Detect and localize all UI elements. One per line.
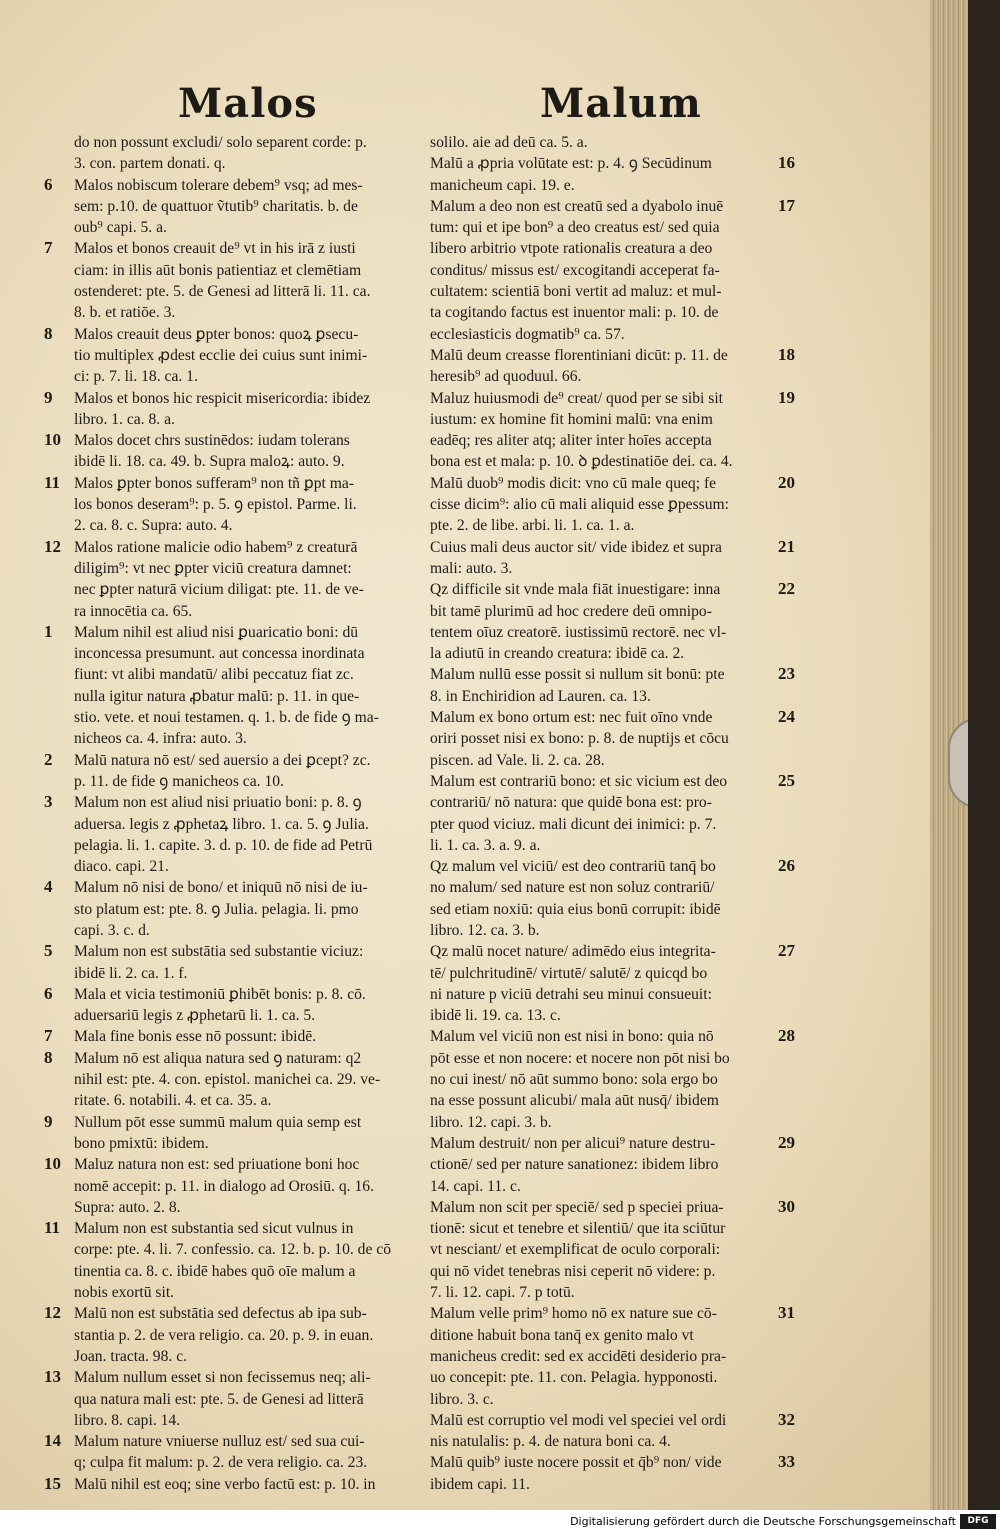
entry-text: Malos ꝑpter bonos sufferam⁹ non tñ ꝑpt ma- los bonos deseram⁹: p. 5. ꝯ epistol. Parme. li. 2. ca. 8. c. Supra: auto. 4. xyxy=(74,474,357,535)
entry-text: Malos docet chrs sustinēdos: iudam tolerans ibidē li. 18. ca. 49. b. Supra maloꝝ: auto. 9. xyxy=(74,432,350,471)
index-entry xyxy=(44,1474,444,1495)
index-entry xyxy=(430,196,830,345)
index-entry xyxy=(44,750,444,793)
entry-number: 17 xyxy=(778,195,795,215)
entry-number: 22 xyxy=(778,579,795,599)
entry-number: 11 xyxy=(44,472,61,492)
entry-text: Malū duob⁹ modis dicit: vno cū male queq; fe cisse dicim⁹: alio cū mali aliquid esse ꝑpessum: pte. 2. de libe. arbi. li. 1. ca. 1. a. xyxy=(430,474,729,535)
entry-text: Malos creauit deus ꝑpter bonos: quoꝝ ꝑsecu- tio multiplex ꝓdest ecclie dei cuius sunt inimi- ci: p. 7. li. 18. ca. 1. xyxy=(74,325,368,386)
index-entry xyxy=(44,388,444,431)
right-column xyxy=(430,132,830,1495)
entry-text: Malos ratione malicie odio habem⁹ z creaturā diligim⁹: vt nec ꝑpter viciū creatura damnet: nec ꝑpter naturā vicium diligat: pte. 11. de ve- ra innocētia ca. 65. xyxy=(74,538,364,620)
entry-number: 1 xyxy=(44,621,53,641)
entry-number: 33 xyxy=(778,1452,795,1472)
entry-text: Malū deum creasse florentiniani dicūt: p. 11. de heresib⁹ ad quoduul. 66. xyxy=(430,346,728,386)
entry-number: 2 xyxy=(44,749,53,769)
index-entry xyxy=(430,153,830,196)
index-entry xyxy=(44,473,444,537)
entry-number: 12 xyxy=(44,536,61,556)
index-entry xyxy=(44,132,444,175)
entry-text: Malum nullū esse possit si nullum sit bonū: pte 8. in Enchiridion ad Lauren. ca. 13. xyxy=(430,666,725,705)
entry-number: 28 xyxy=(778,1026,795,1046)
entry-text: Malum non scit per speciē/ sed p speciei priua- tionē: sicut et tenebre et silentiū/ que ita sciūtur vt nesciant/ et exemplificat de oculo corporali: qui nō videt tenebras nisi ceperit nō videre: p. 7. li. 12. capi. 7. p totū. xyxy=(430,1198,726,1302)
index-entry xyxy=(44,1218,444,1303)
entry-text: Maluz natura non est: sed priuatione boni hoc nomē accepit: p. 11. in dialogo ad Orosiū. q. 16. Supra: auto. 2. 8. xyxy=(74,1156,374,1216)
index-entry xyxy=(430,664,830,707)
entry-number: 23 xyxy=(778,664,795,684)
entry-text: Malum velle prim⁹ homo nō ex nature sue cō- ditione habuit bona tanq̄ ex genito malo vt manicheus credit: sed ex accidēti desiderio pra- uo concepit: pte. 11. con. Pelagia. hypponosti. libro. 3. c. xyxy=(430,1305,727,1408)
entry-text: Qz malum vel viciū/ est deo contrariū tanq̄ bo no malum/ sed nature est non soluz contrariū/ sed etiam noxiū: quia eius bonū corrupit: ibidē libro. 12. ca. 3. b. xyxy=(430,858,721,939)
entry-text: Malos nobiscum tolerare debem⁹ vsq; ad mes- sem: p.10. de quattuor ṽtutib⁹ charitatis. b. de oub⁹ capi. 5. a. xyxy=(74,176,363,237)
entry-text: do non possunt excludi/ solo separent corde: p. 3. con. partem donati. q. xyxy=(74,134,367,173)
index-entry xyxy=(44,792,444,877)
entry-number: 19 xyxy=(778,387,795,407)
index-entry xyxy=(44,537,444,622)
running-head-right: Malum xyxy=(540,80,702,127)
entry-number: 3 xyxy=(44,792,53,812)
entry-text: Malum nihil est aliud nisi ꝑuaricatio boni: dū inconcessa presumunt. aut concessa inordinata fiunt: vt alibi mandatū/ alibi peccatuz fiat zc. nulla igitur natura ꝓbatur malū: p. 11. in que- stio. vete. et noui testamen. q. 1. b. de fide ꝯ ma- nicheos ca. 4. infra: auto. 3. xyxy=(74,623,379,748)
index-entry xyxy=(430,707,830,771)
index-entry xyxy=(44,622,444,750)
entry-number: 30 xyxy=(778,1196,795,1216)
index-entry xyxy=(44,238,444,323)
index-entry xyxy=(44,984,444,1027)
entry-text: Maluz huiusmodi de⁹ creat/ quod per se sibi sit iustum: ex homine fit homini malū: vna enim eadēq; res aliter atq; aliter inter hoīes accepta bona est et mala: p. 10. ꝺ ꝑdestinatiōe dei. ca. 4. xyxy=(430,389,733,471)
entry-text: solilo. aie ad deū ca. 5. a. xyxy=(430,134,588,151)
index-entry xyxy=(44,1048,444,1112)
entry-text: Malum nō est aliqua natura sed ꝯ naturam: q2 nihil est: pte. 4. con. epistol. manichei ca. 29. ve- ritate. 6. notabili. 4. et ca. 35. a. xyxy=(74,1049,381,1110)
index-entry xyxy=(430,1026,830,1132)
entry-number: 16 xyxy=(778,153,795,173)
entry-number: 8 xyxy=(44,323,53,343)
entry-text: Cuius mali deus auctor sit/ vide ibidez et supra mali: auto. 3. xyxy=(430,538,722,577)
index-entry xyxy=(430,771,830,856)
entry-number: 7 xyxy=(44,238,53,258)
entry-number: 31 xyxy=(778,1303,795,1323)
entry-number: 27 xyxy=(778,941,795,961)
entry-text: Malum nō nisi de bono/ et iniquū nō nisi de iu- sto platum est: pte. 8. ꝯ Julia. pelagia. li. pmo capi. 3. c. d. xyxy=(74,879,368,939)
entry-text: Malum vel viciū non est nisi in bono: quia nō pōt esse et non nocere: et nocere non pōt nisi bo no cui inest/ nō aūt summo bono: sola ergo bo na esse possunt alicubi/ mala aūt nusq̄/ ibidem libro. 12. capi. 3. b. xyxy=(430,1028,730,1131)
entry-number: 32 xyxy=(778,1409,795,1429)
index-entry xyxy=(44,1154,444,1218)
entry-text: Malum est contrariū bono: et sic vicium est deo contrariū/ nō natura: que quidē bona est: pro- pter quod viciuz. mali dicunt dei inimici: p. 7. li. 1. ca. 3. a. 9. a. xyxy=(430,772,728,854)
entry-number: 5 xyxy=(44,941,53,961)
left-column xyxy=(44,132,444,1495)
dfg-logo: DFG xyxy=(960,1514,996,1529)
index-entry xyxy=(430,1133,830,1197)
entry-text: Mala et vicia testimoniū ꝑhibēt bonis: p. 8. cō. aduersariū legis z ꝓphetarū li. 1. ca. 5. xyxy=(74,985,366,1025)
entry-text: Qz difficile sit vnde mala fiāt inuestigare: inna bit tamē plurimū ad hoc credere deū omnipo- tentem oīuz creatorē. iustissimū rectorē. nec vl- la adiutū in creando creatura: ibidē ca. 2. xyxy=(430,581,727,663)
entry-text: Malum destruit/ non per alicui⁹ nature destru- ctionē/ sed per nature sanationez: ibidem libro 14. capi. 11. c. xyxy=(430,1134,719,1195)
index-entry xyxy=(44,1303,444,1367)
running-head-left: Malos xyxy=(178,80,318,127)
footer-bar xyxy=(0,1510,1000,1533)
entry-text: Nullum pōt esse summū malum quia semp est bono pmixtū: ibidem. xyxy=(74,1113,362,1152)
index-entry xyxy=(44,1367,444,1431)
entry-number: 12 xyxy=(44,1303,61,1323)
index-entry xyxy=(430,941,830,1026)
index-entry xyxy=(44,1112,444,1155)
entry-number: 11 xyxy=(44,1218,61,1238)
index-entry xyxy=(44,941,444,984)
entry-text: Malos et bonos creauit de⁹ vt in his irā z iusti ciam: in illis aūt bonis patientiaz et clemētiam ostenderet: pte. 5. de Genesi ad litterā li. 11. ca. 8. b. et ratiōe. 3. xyxy=(74,240,371,322)
footer-credit: Digitalisierung gefördert durch die Deutsche Forschungsgemeinschaft xyxy=(570,1515,956,1528)
index-entry xyxy=(44,1026,444,1047)
entry-text: Malum non est substātia sed substantie viciuz: ibidē li. 2. ca. 1. f. xyxy=(74,943,364,982)
index-entry xyxy=(430,388,830,473)
index-entry xyxy=(430,537,830,580)
entry-number: 10 xyxy=(44,1154,61,1174)
entry-text: Malum non est aliud nisi priuatio boni: p. 8. ꝯ aduersa. legis z ꝓphetaꝝ libro. 1. ca. 5. ꝯ Julia. pelagia. li. 1. capite. 3. d. p. 10. de fide ad Petrū diaco. capi. 21. xyxy=(74,794,373,876)
entry-number: 26 xyxy=(778,856,795,876)
entry-number: 21 xyxy=(778,536,795,556)
entry-number: 4 xyxy=(44,877,53,897)
entry-number: 20 xyxy=(778,472,795,492)
entry-text: Malū quib⁹ iuste nocere possit et q̄b⁹ non/ vide ibidem capi. 11. xyxy=(430,1454,722,1493)
entry-number: 6 xyxy=(44,174,53,194)
entry-text: Mala fine bonis esse nō possunt: ibidē. xyxy=(74,1028,317,1046)
entry-text: Malos et bonos hic respicit misericordia: ibidez libro. 1. ca. 8. a. xyxy=(74,389,371,428)
index-entry xyxy=(44,175,444,239)
entry-number: 18 xyxy=(778,344,795,364)
entry-text: Malū non est substātia sed defectus ab ipa sub- stantia p. 2. de vera religio. ca. 20. p. 9. in euan. Joan. tracta. 98. c. xyxy=(74,1305,374,1365)
entry-number: 10 xyxy=(44,430,61,450)
entry-text: Malū est corruptio vel modi vel speciei vel ordi nis natulalis: p. 4. de natura boni ca. 4. xyxy=(430,1411,727,1451)
entry-text: Malum non est substantia sed sicut vulnus in corpe: pte. 4. li. 7. confessio. ca. 12. b. p. 10. de cō tinentia ca. 8. c. ibidē habes quō oīe malum a nobis exortū sit. xyxy=(74,1220,391,1302)
entry-number: 8 xyxy=(44,1047,53,1067)
entry-text: Malū nihil est eoq; sine verbo factū est: p. 10. in xyxy=(74,1475,376,1493)
entry-text: Malum ex bono ortum est: nec fuit oīno vnde oriri posset nisi ex bono: p. 8. de nuptijs et cōcu piscen. ad Vale. li. 2. ca. 28. xyxy=(430,709,729,769)
entry-number: 29 xyxy=(778,1132,795,1152)
entry-text: Malū natura nō est/ sed auersio a dei ꝑcept? zc. p. 11. de fide ꝯ manicheos ca. 10. xyxy=(74,751,371,790)
index-entry xyxy=(430,1410,830,1453)
index-entry xyxy=(430,1303,830,1409)
entry-number: 13 xyxy=(44,1367,61,1387)
entry-number: 15 xyxy=(44,1473,61,1493)
entry-text: Malum a deo non est creatū sed a dyabolo inuē tum: qui et ipe bon⁹ a deo creatus est/ sed quia libero arbitrio vtpote rationalis creatura a deo conditus/ missus est/ excogitandi acceperat fa- cultatem: scientiā boni vertit ad maluz: et mul- ta cogitando factus est inuentor mali: p. 10. de ecclesiasticis dogmatib⁹ ca. 57. xyxy=(430,197,724,343)
entry-number: 6 xyxy=(44,983,53,1003)
entry-number: 25 xyxy=(778,770,795,790)
entry-number: 9 xyxy=(44,387,53,407)
entry-text: Malum nullum esset si non fecissemus neq; ali- qua natura mali est: pte. 5. de Genesi ad litterā libro. 8. capi. 14. xyxy=(74,1369,371,1429)
entry-number: 9 xyxy=(44,1111,53,1131)
index-entry xyxy=(44,1431,444,1474)
entry-text: Malū a ꝓpria volūtate est: p. 4. ꝯ Secūdinum manicheum capi. 19. e. xyxy=(430,155,712,194)
index-entry xyxy=(430,345,830,388)
index-entry xyxy=(430,579,830,664)
index-entry xyxy=(44,324,444,388)
index-entry xyxy=(430,1452,830,1495)
index-entry xyxy=(44,430,444,473)
index-entry xyxy=(430,132,830,153)
index-entry xyxy=(44,877,444,941)
entry-text: Malum nature vniuerse nulluz est/ sed sua cui- q; culpa fit malum: p. 2. de vera religio. ca. 23. xyxy=(74,1433,368,1472)
entry-number: 24 xyxy=(778,707,795,727)
index-entry xyxy=(430,473,830,537)
entry-text: Qz malū nocet nature/ adimēdo eius integrita- tē/ pulchritudinē/ virtutē/ salutē/ z quicqd bo ni nature p viciū detrahi seu minui consueuit: ibidē li. 19. ca. 13. c. xyxy=(430,943,716,1025)
entry-number: 14 xyxy=(44,1431,61,1451)
index-entry xyxy=(430,1197,830,1303)
index-entry xyxy=(430,856,830,941)
entry-number: 7 xyxy=(44,1026,53,1046)
